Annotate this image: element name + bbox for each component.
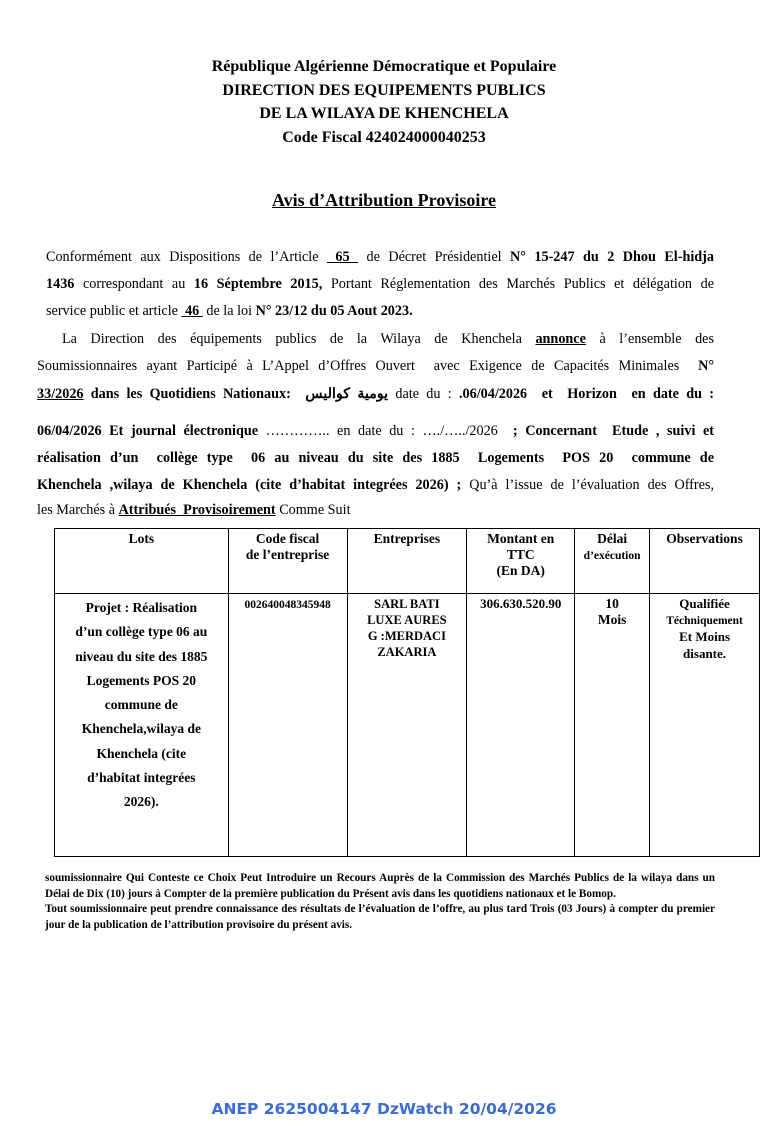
entreprise-line: LUXE AURES — [367, 613, 447, 627]
lot-line: niveau du site des 1885 — [75, 648, 208, 664]
text: service public et article — [46, 303, 182, 319]
header-code-fiscal: Code Fiscal 424024000040253 — [282, 128, 486, 146]
para2-line4 — [37, 418, 714, 446]
lot-line: d’habitat integrées — [87, 770, 196, 786]
header-direction: DIRECTION DES EQUIPEMENTS PUBLICS — [222, 81, 546, 99]
header-republic: République Algérienne Démocratique et Populaire — [211, 58, 557, 75]
decree-date: 16 Séptembre 2015, — [193, 276, 323, 292]
entreprise-line: G :MERDACI — [367, 629, 446, 643]
table-row — [55, 594, 760, 857]
text: Entreprises — [373, 531, 441, 546]
recourse-notes — [45, 871, 715, 933]
text: Khenchela ,wilaya de Khenchela (cite d’habitat integrées 2026) ; — [37, 477, 462, 493]
header-entreprises — [347, 529, 467, 594]
document-title: Avis d’Attribution Provisoire — [272, 190, 496, 210]
text: d’exécution — [583, 550, 641, 562]
text: date du : — [388, 386, 459, 402]
header-observations — [650, 529, 760, 594]
cell-delai — [575, 594, 650, 857]
text: Comme Suit — [275, 502, 351, 518]
lot-line: commune de — [104, 697, 178, 713]
text: Téchniquement — [666, 614, 743, 627]
text: Lots — [128, 531, 155, 546]
para1-line3 — [46, 298, 714, 326]
lot-line: Khenchela,wilaya de — [81, 721, 201, 737]
attribues-word: Attribués Provisoirement — [118, 502, 276, 518]
text: TTC — [506, 547, 535, 562]
text: Qualifiée — [679, 596, 730, 611]
newspaper-arabic: يومية كواليس — [305, 386, 389, 402]
year: 1436 — [46, 276, 75, 292]
text: Mois — [597, 612, 627, 627]
lot-line: Khenchela (cite — [96, 745, 187, 761]
decree-ref: N° 15-247 du 2 Dhou El-hidja — [510, 249, 715, 265]
para2-line2 — [37, 353, 714, 381]
text: disante. — [683, 645, 727, 661]
para1-line1 — [46, 244, 714, 272]
entreprise-line: ZAKARIA — [377, 645, 437, 659]
entreprise-line: SARL BATI — [374, 597, 440, 611]
text: les Marchés à — [37, 502, 119, 518]
text: de Décret Présidentiel — [358, 249, 511, 265]
text: de l’entreprise — [245, 547, 330, 562]
text: en date du : …./…../2026 — [329, 423, 506, 439]
text: Montant en — [487, 531, 555, 546]
para2-line1 — [62, 326, 714, 354]
text: Délai — [597, 531, 628, 546]
text: Qu’à l’issue de l’évaluation des Offres, — [461, 477, 714, 493]
text: La Direction des équipements publics de la Wilaya de Khenchela — [62, 331, 536, 347]
lot-line: 2026). — [123, 794, 159, 810]
text: Et Moins — [679, 629, 730, 644]
para1-line2 — [46, 271, 714, 299]
text: 06/04/2026 Et journal électronique — [37, 423, 266, 439]
text: correspondant au — [74, 276, 194, 292]
text: dans les Quotidiens Nationaux: — [83, 386, 306, 402]
table-header-row — [55, 529, 760, 594]
text: ; Concernant Etude , suivi et — [505, 423, 714, 439]
text: 306.630.520.90 — [480, 596, 562, 611]
cell-entreprise — [347, 594, 467, 857]
cell-code-fiscal — [228, 594, 347, 857]
text: réalisation d’un collège type 06 au niveau du site des 1885 Logements POS 20 commune de — [37, 450, 714, 466]
text: N° — [698, 358, 714, 374]
attribution-table — [54, 528, 760, 857]
cell-lot — [55, 594, 229, 857]
header-wilaya: DE LA WILAYA DE KHENCHELA — [259, 105, 509, 122]
text: Observations — [666, 531, 743, 546]
note-recours: soumissionnaire Qui Conteste ce Choix Peut Introduire un Recours Auprès de la Commission des Marchés Publics de la wilaya dans un Délai de Dix (10) jours à Compter de la première publication du Présent avis dans les quotidiens nationaux et le Bomop. — [45, 872, 715, 900]
para2-line5 — [37, 445, 714, 473]
text: de la loi — [202, 303, 256, 319]
header-delai — [575, 529, 650, 594]
text: Code fiscal — [255, 531, 320, 546]
tender-number: 33/2026 — [37, 386, 84, 402]
text: en date du : — [624, 386, 714, 402]
document-header — [0, 55, 768, 149]
text: Portant Réglementation des Marchés Publics et délégation de — [322, 276, 714, 292]
newspaper-date: .06/04/2026 et Horizon — [458, 386, 625, 402]
note-consultation: Tout soumissionnaire peut prendre connaissance des résultats de l’évaluation de l’offre, au plus tard Trois (03 Jours) à compter du premier jour de la publication de l’attribution provisoire du présent avis. — [45, 903, 715, 931]
header-lots — [55, 529, 229, 594]
text: (En DA) — [496, 563, 545, 578]
article-number: 65 — [326, 249, 359, 265]
lot-line: d’un collège type 06 au — [75, 624, 208, 640]
text: Conformément aux Dispositions de l’Article — [46, 249, 327, 265]
footer-reference: ANEP 2625004147 DzWatch 20/04/2026 — [211, 1100, 557, 1118]
text: ………….. — [265, 423, 330, 439]
text: Soumissionnaires ayant Participé à L’Appel d’Offres Ouvert avec Exigence de Capacités Minimales — [37, 358, 699, 374]
cell-observations — [650, 594, 760, 857]
header-montant — [467, 529, 575, 594]
para2-line3 — [37, 381, 714, 409]
lot-line: Projet : Réalisation — [85, 600, 198, 615]
cell-montant — [467, 594, 575, 857]
para2-line7 — [37, 497, 714, 525]
lot-line: Logements POS 20 — [86, 672, 197, 688]
article-number-2: 46 — [181, 303, 203, 319]
annonce-word: annonce — [535, 331, 586, 347]
text: 002640048345948 — [244, 599, 331, 611]
text: 10 — [605, 596, 619, 611]
header-code-fiscal — [228, 529, 347, 594]
text: à l’ensemble des — [585, 331, 715, 347]
para2-line6 — [37, 472, 714, 500]
law-ref: N° 23/12 du 05 Aout 2023. — [255, 303, 413, 319]
